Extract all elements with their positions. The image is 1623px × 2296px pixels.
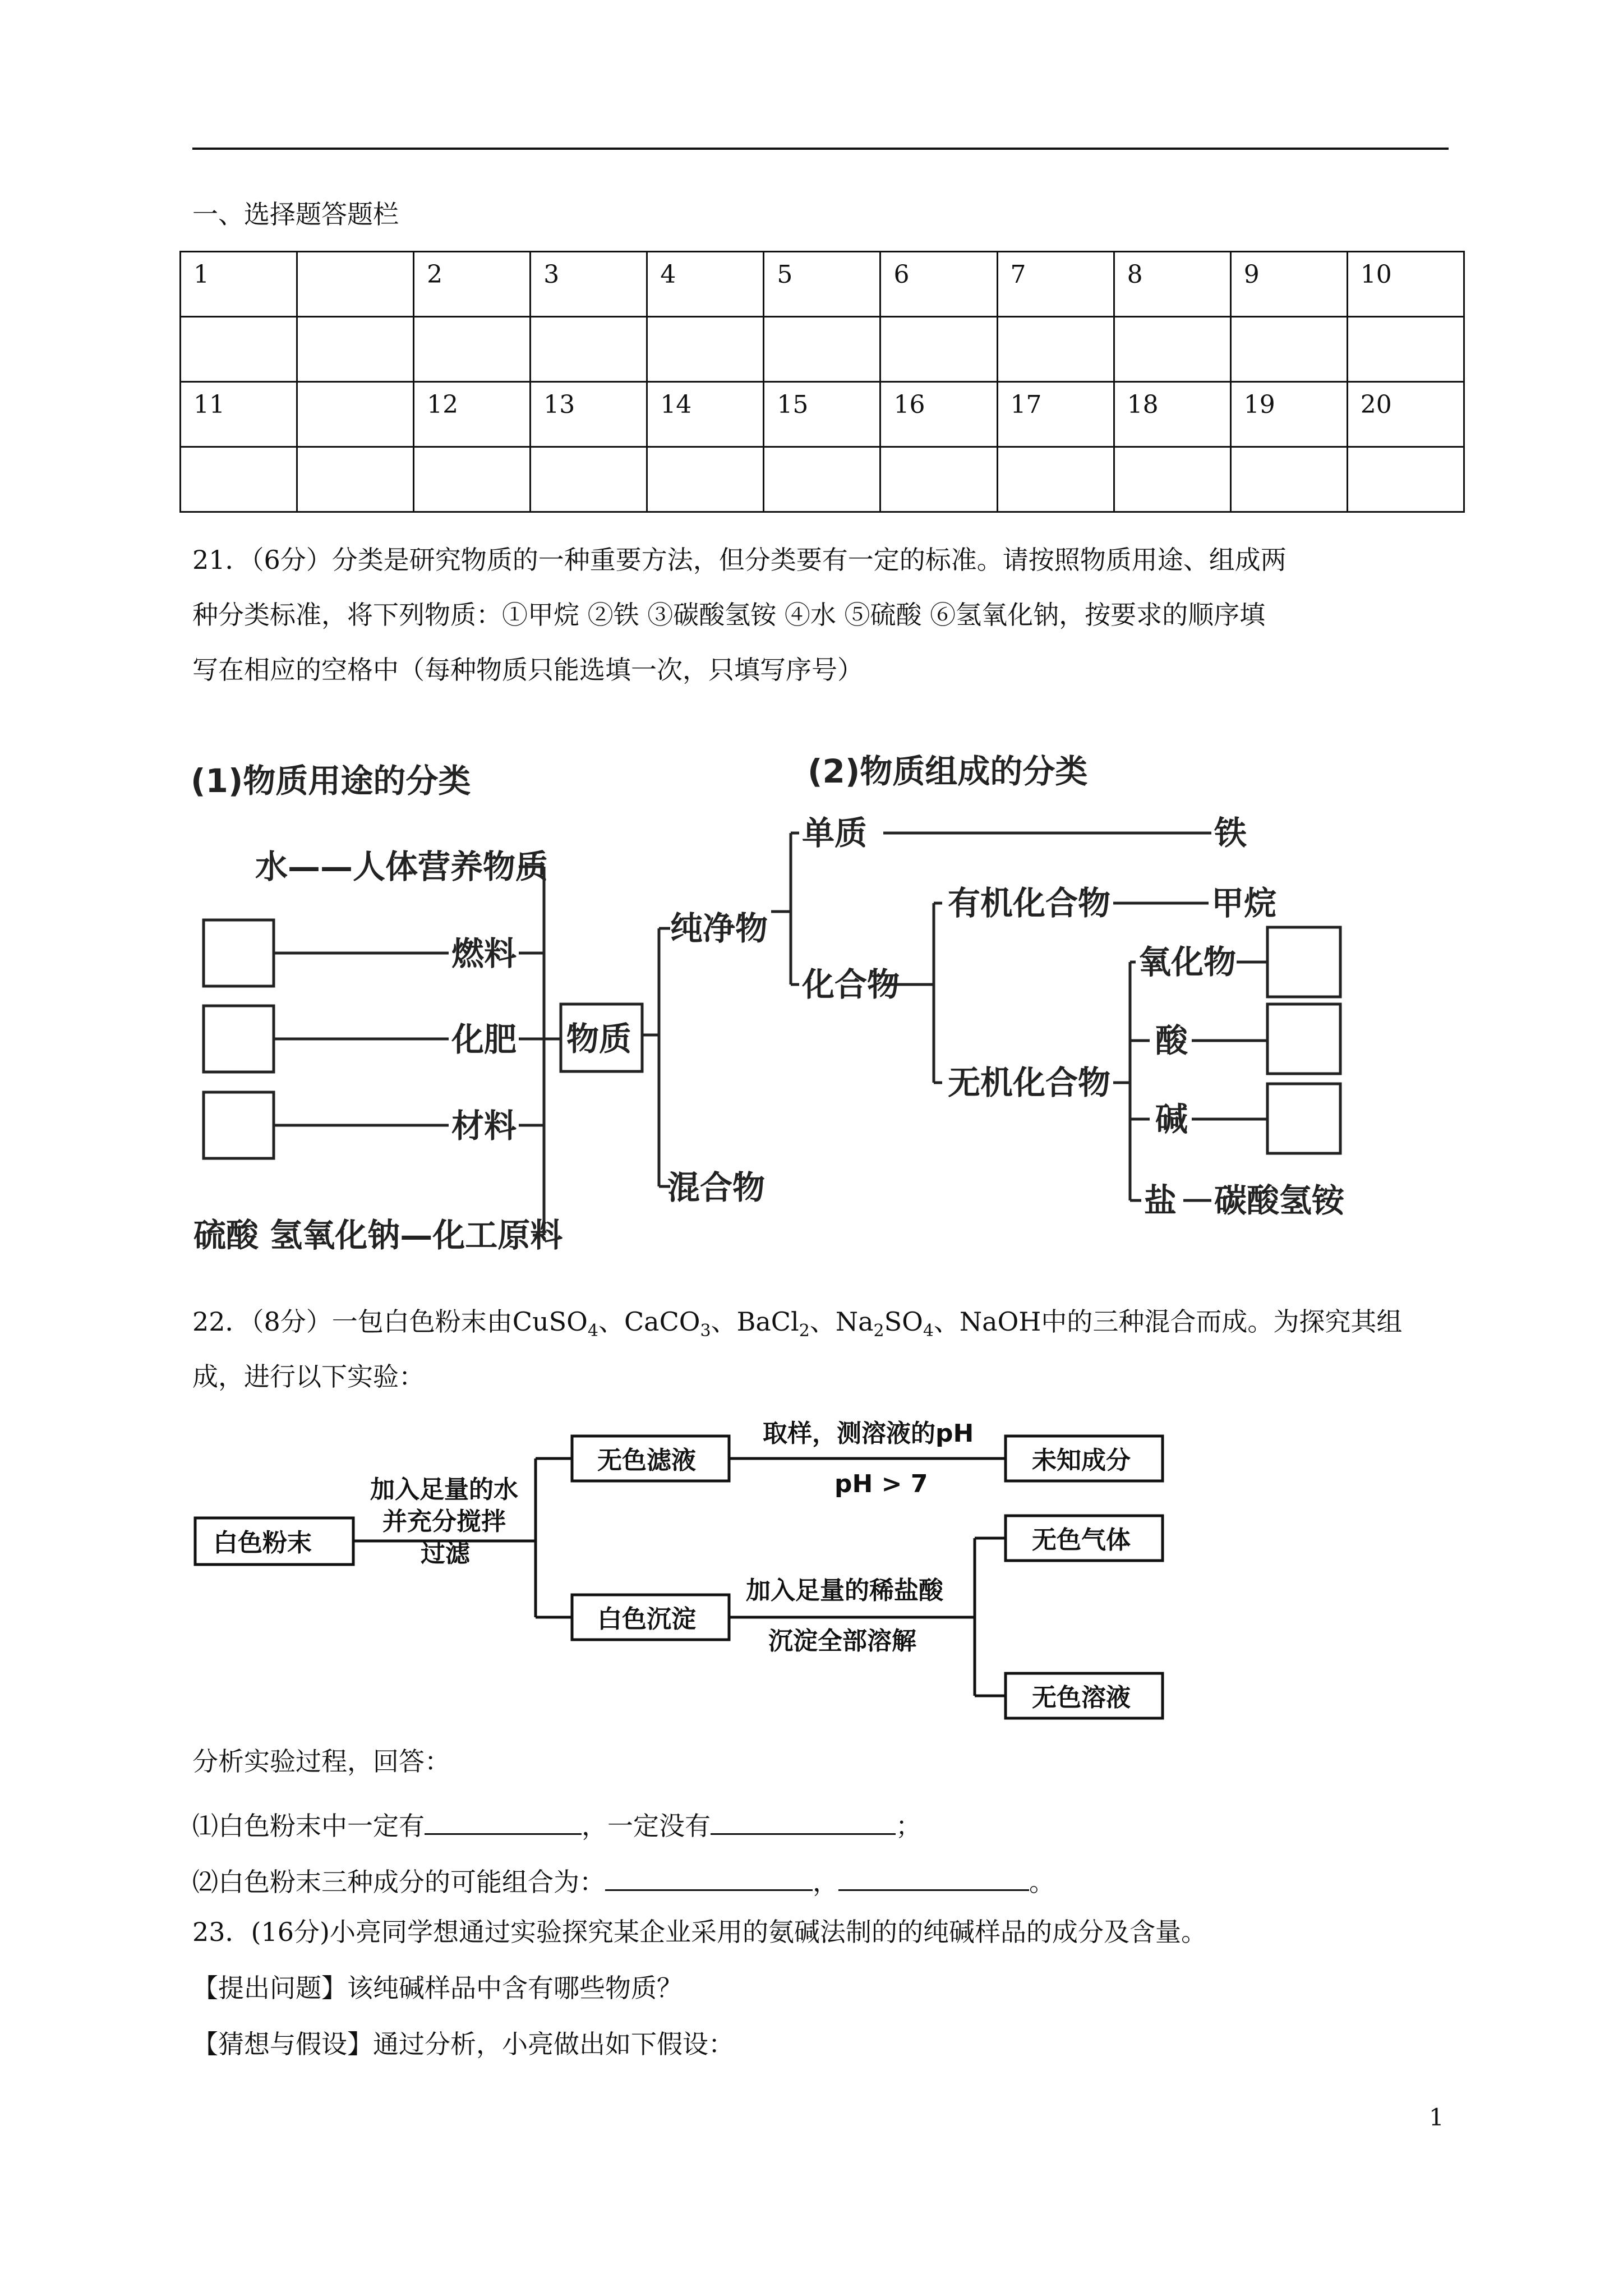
label-ph-value: pH > 7	[834, 1470, 928, 1498]
table-cell: 1	[181, 252, 297, 317]
label-element: 单质	[802, 814, 868, 852]
sub-4b: 4	[923, 1321, 934, 1341]
q22-sub1-b: ，一定没有	[582, 1811, 711, 1841]
q22-sub1-c: ；	[896, 1811, 921, 1841]
label-ph-step: 取样，测溶液的pH	[763, 1419, 974, 1448]
label-acid: 酸	[1155, 1022, 1188, 1060]
label-salt: 盐	[1144, 1181, 1177, 1220]
table-cell: 15	[764, 382, 880, 447]
q21-line1: 21．（6分）分类是研究物质的一种重要方法，但分类要有一定的标准。请按照物质用途、组成两	[192, 545, 1287, 575]
table-cell: 9	[1230, 252, 1347, 317]
label-step1-line1: 加入足量的水	[370, 1475, 518, 1504]
label-ammonium-bicarbonate: 碳酸氢铵	[1214, 1181, 1345, 1220]
label-iron: 铁	[1214, 814, 1247, 852]
q22-sub2-b: ，	[813, 1867, 838, 1897]
label-water: 水——人体营养物质	[255, 848, 548, 886]
label-compound: 化合物	[802, 965, 900, 1004]
label-mixture: 混合物	[667, 1168, 766, 1207]
label-white-powder: 白色粉末	[213, 1529, 312, 1557]
q22-text-k: 、NaOH中的三种混合而成。为探究其组	[933, 1306, 1403, 1337]
label-precipitate: 白色沉淀	[597, 1605, 696, 1634]
q22-sub2-c: 。	[1029, 1867, 1055, 1897]
label-step1-line2: 并充分搅拌	[382, 1507, 506, 1536]
table-cell: 7	[997, 252, 1114, 317]
blank-combination-1[interactable]	[605, 1861, 813, 1891]
table-cell: 6	[880, 252, 997, 317]
table-cell: 18	[1114, 382, 1230, 447]
table-cell: 2	[414, 252, 531, 317]
label-base: 碱	[1155, 1100, 1188, 1138]
label-fuel: 燃料	[451, 935, 517, 973]
diagram1-title-right: (2)物质组成的分类	[808, 752, 1088, 790]
q21-line2: 种分类标准，将下列物质：①甲烷 ②铁 ③碳酸氢铵 ④水 ⑤硫酸 ⑥氢氧化钠，按要求的顺序填	[192, 600, 1266, 630]
label-step1-line3: 过滤	[421, 1539, 470, 1568]
label-pure: 纯净物	[670, 909, 768, 947]
label-chem-raw: 硫酸 氢氧化钠—化工原料	[193, 1216, 563, 1254]
table-cell: 20	[1347, 382, 1464, 447]
q22-line2: 成，进行以下实验：	[192, 1361, 425, 1392]
sub-2b: 2	[873, 1321, 884, 1341]
q22-sub2-a: ⑵白色粉末三种成分的可能组合为：	[192, 1867, 605, 1897]
q22-text-c: 、CaCO	[598, 1306, 700, 1337]
q22-text-g: 、Na	[809, 1306, 874, 1337]
table-cell: 4	[647, 252, 764, 317]
label-material: 材料	[451, 1107, 517, 1145]
sub-3: 3	[700, 1321, 711, 1341]
q22-sub1-a: ⑴白色粉末中一定有	[192, 1811, 425, 1841]
label-center: 物质	[566, 1020, 632, 1058]
label-oxide: 氧化物	[1138, 943, 1237, 981]
label-fertilizer: 化肥	[451, 1020, 517, 1059]
page-number: 1	[1429, 2104, 1444, 2131]
sub-4: 4	[587, 1321, 598, 1341]
label-solution: 无色溶液	[1032, 1683, 1131, 1712]
q21-line3: 写在相应的空格中（每种物质只能选填一次，只填写序号）	[192, 655, 863, 685]
sub-2: 2	[799, 1321, 810, 1341]
table-cell: 10	[1347, 252, 1464, 317]
label-inorganic: 无机化合物	[948, 1064, 1111, 1102]
diagram1-title-left: (1)物质用途的分类	[191, 762, 471, 800]
table-cell: 3	[531, 252, 647, 317]
table-cell: 17	[997, 382, 1114, 447]
table-cell: 8	[1114, 252, 1230, 317]
label-unknown: 未知成分	[1032, 1446, 1131, 1475]
q22-sub1	[192, 1805, 921, 1846]
table-cell: 5	[764, 252, 880, 317]
q23-line2: 【提出问题】该纯碱样品中含有哪些物质？	[192, 1973, 683, 2003]
label-methane: 甲烷	[1211, 884, 1277, 922]
label-hcl-step: 加入足量的稀盐酸	[746, 1576, 943, 1605]
table-cell: 12	[414, 382, 531, 447]
label-filtrate: 无色滤液	[597, 1446, 696, 1475]
q23-line1: 23．(16分)小亮同学想通过实验探究某企业采用的氨碱法制的的纯碱样品的成分及含量。	[192, 1917, 1207, 1947]
q22-text-a: 22．（8分）一包白色粉末由CuSO	[192, 1306, 588, 1337]
blank-combination-2[interactable]	[838, 1861, 1029, 1891]
blank-definitely-has[interactable]	[425, 1805, 582, 1835]
table-cell: 14	[647, 382, 764, 447]
q22-text-e: 、BaCl	[711, 1306, 799, 1337]
section-title: 一、选择题答题栏	[192, 199, 399, 229]
q22-intro: 分析实验过程，回答：	[192, 1746, 450, 1777]
label-organic: 有机化合物	[948, 884, 1111, 922]
blank-definitely-not[interactable]	[711, 1805, 896, 1835]
label-gas: 无色气体	[1032, 1526, 1131, 1554]
table-cell: 13	[531, 382, 647, 447]
q22-sub2	[192, 1861, 1055, 1902]
q23-line3: 【猜想与假设】通过分析，小亮做出如下假设：	[192, 2029, 734, 2059]
label-hcl-result: 沉淀全部溶解	[768, 1627, 916, 1655]
table-cell: 16	[880, 382, 997, 447]
table-cell: 19	[1230, 382, 1347, 447]
table-cell: 11	[181, 382, 297, 447]
q22-text-i: SO	[884, 1306, 923, 1337]
